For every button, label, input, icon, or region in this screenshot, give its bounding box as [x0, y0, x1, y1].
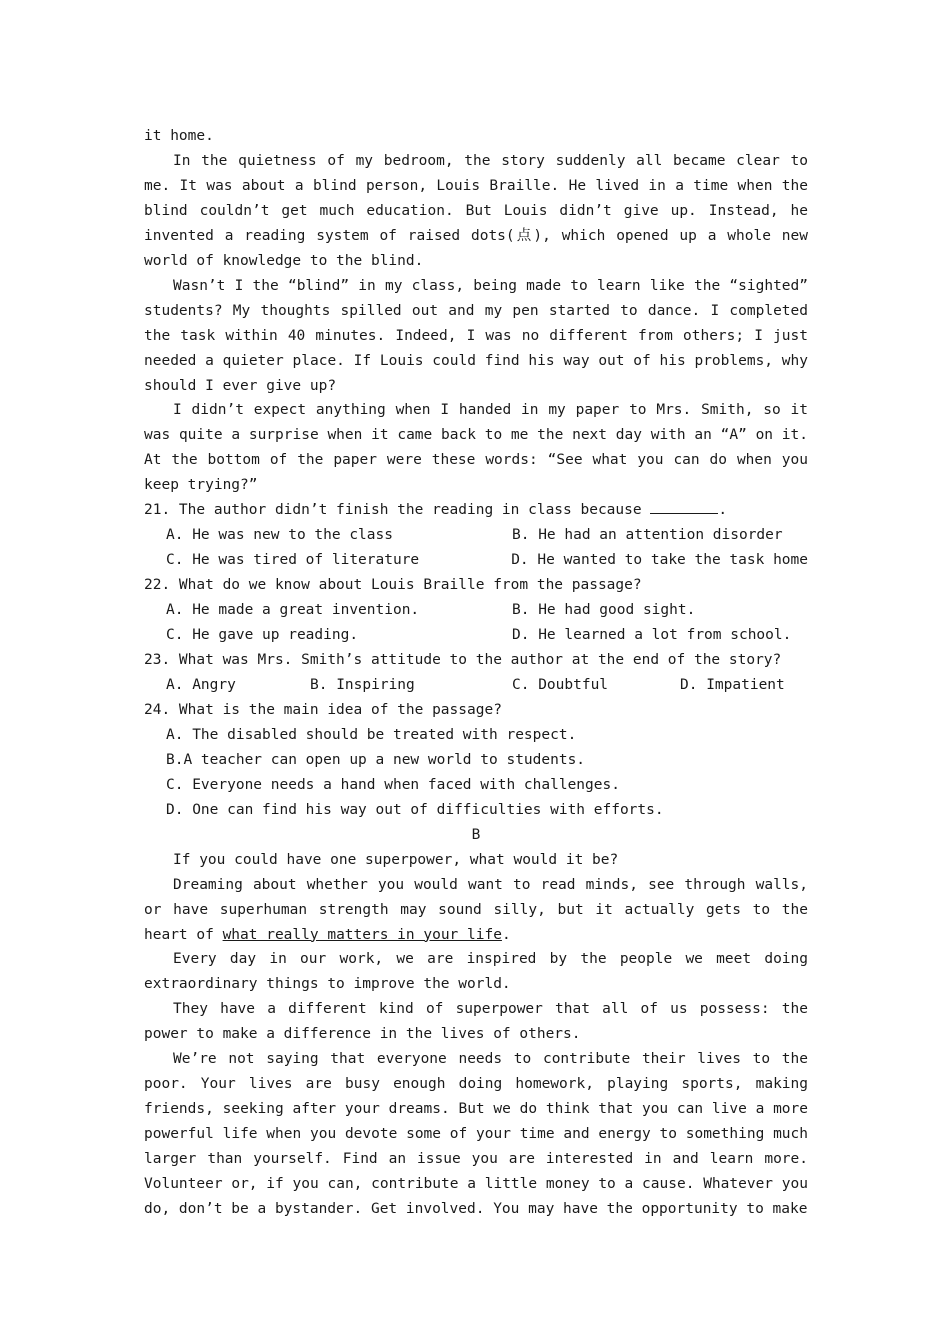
option-24-a: A. The disabled should be treated with respect.: [166, 726, 577, 743]
question-21-end: .: [718, 502, 728, 519]
paragraph-not-saying: We’re not saying that everyone needs to contribute their lives to the poor. Your lives are busy enough doing homework, playing sports, making friends, seeking after your dreams. But we do think that you can live a more powerful life when you devote some of your time and energy to something much larger than yourself. Find an issue you are interested in and learn more. Volunteer or, if you can, contribute a little money to a cause. Whatever you do, don’t be a bystander. Get involved. You may have the opportunity to make: [144, 1051, 808, 1217]
option-22-d: D. He learned a lot from school.: [512, 627, 792, 644]
paragraph-dreaming-end: .: [501, 926, 511, 943]
section-heading-b: B: [471, 826, 481, 843]
answer-blank: [650, 499, 718, 514]
question-23-stem: 23. What was Mrs. Smith’s attitude to the author at the end of the story?: [144, 652, 782, 669]
option-23-c: C. Doubtful: [512, 676, 609, 693]
paragraph-grade-a: I didn’t expect anything when I handed in my paper to Mrs. Smith, so it was quite a surprise when it came back to me the next day with an “A” on it. At the bottom of the paper were these words: “See what you can do when you keep trying?”: [144, 402, 808, 494]
question-24-stem: 24. What is the main idea of the passage?: [144, 701, 502, 718]
question-23-options: [144, 673, 808, 698]
question-21-text: 21. The author didn’t finish the reading in class because: [144, 502, 651, 519]
paragraph-continuation: it home.: [144, 128, 214, 144]
option-22-a: A. He made a great invention.: [166, 602, 420, 619]
paragraph-dreaming: [144, 873, 808, 948]
option-23-b: B. Inspiring: [310, 676, 415, 693]
option-24-c: C. Everyone needs a hand when faced with challenges.: [166, 776, 620, 793]
question-21-options-row-1: [144, 523, 808, 548]
question-22-options-row-2: [144, 623, 808, 648]
option-23-d: D. Impatient: [680, 676, 785, 693]
option-21-a: A. He was new to the class: [166, 527, 393, 544]
question-21-options-row-2: [144, 548, 808, 573]
question-22-options-row-1: [144, 598, 808, 623]
option-22-c: C. He gave up reading.: [166, 627, 359, 644]
option-21-c: C. He was tired of literature: [166, 552, 420, 569]
paragraph-superpower-question: If you could have one superpower, what would it be?: [173, 851, 619, 868]
option-21-d: D. He wanted to take the task home: [511, 552, 808, 569]
underlined-phrase: what really matters in your life: [222, 926, 502, 943]
document-page: [144, 124, 808, 1222]
paragraph-different-superpower: They have a different kind of superpower that all of us possess: the power to make a difference in the lives of others.: [144, 1001, 808, 1043]
question-21-stem: [144, 498, 808, 523]
option-24-b: B.A teacher can open up a new world to students.: [166, 751, 586, 768]
option-22-b: B. He had good sight.: [512, 602, 696, 619]
paragraph-blind-in-class: Wasn’t I the “blind” in my class, being made to learn like the “sighted” students? My thoughts spilled out and my pen started to dance. I completed the task within 40 minutes. Indeed, I was no different from others; I just needed a quieter place. If Louis could find his way out of his problems, why should I ever give up?: [144, 277, 808, 394]
option-24-d: D. One can find his way out of difficulties with efforts.: [166, 801, 664, 818]
option-21-b: B. He had an attention disorder: [512, 527, 783, 544]
paragraph-braille-story: In the quietness of my bedroom, the story suddenly all became clear to me. It was about a blind person, Louis Braille. He lived in a time when the blind couldn’t get much education. But Louis didn’t give up. Instead, he invented a reading system of raised dots(点), which opened up a whole new world of knowledge to the blind.: [144, 152, 808, 269]
paragraph-dreaming-text: Dreaming about whether you would want to read minds, see through walls, or have superhuman strength may sound silly, but it actually gets to the heart of: [144, 876, 808, 943]
question-22-stem: 22. What do we know about Louis Braille from the passage?: [144, 577, 642, 594]
paragraph-every-day: Every day in our work, we are inspired by the people we meet doing extraordinary things to improve the world.: [144, 951, 808, 993]
option-23-a: A. Angry: [166, 676, 236, 693]
